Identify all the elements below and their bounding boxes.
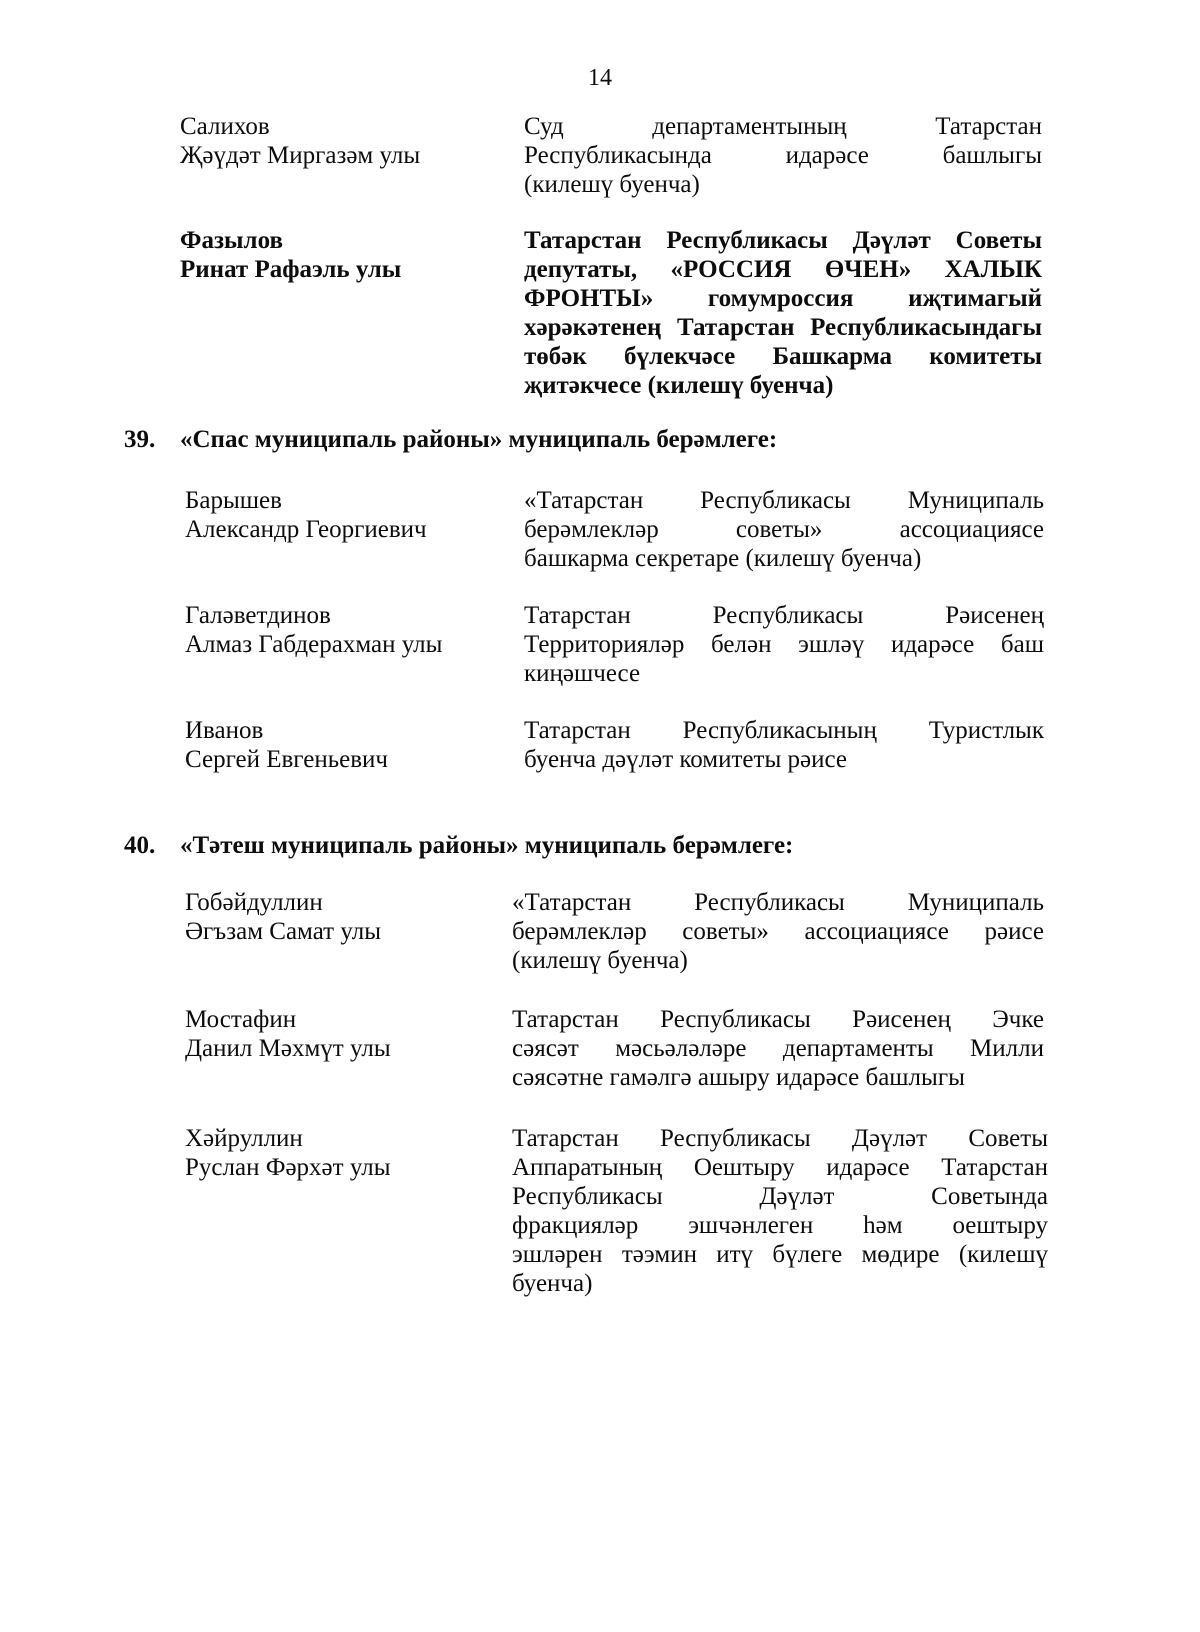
member-surname: Иванов — [185, 717, 264, 744]
position-line: киңәшчесе — [524, 660, 641, 687]
member-name — [185, 716, 505, 774]
member-position — [512, 1124, 1048, 1298]
member-name — [185, 1124, 505, 1182]
member-surname: Барышев — [185, 487, 282, 514]
member-surname: Галәветдинов — [185, 602, 331, 629]
position-line: Татарстан Республикасы Дәүләт Советы — [512, 1125, 1048, 1152]
position-line: буенча) — [512, 1270, 593, 1297]
section-number: 40. — [124, 832, 156, 859]
member-surname: Салихов — [180, 113, 270, 140]
member-given-name: Әгъзам Самат улы — [185, 918, 381, 945]
member-given-name: Руслан Фәрхәт улы — [185, 1154, 391, 1181]
member-position — [524, 226, 1042, 400]
position-line: сәясәтне гамәлгә ашыру идарәсе башлыгы — [512, 1064, 965, 1091]
position-line: Татарстан Республикасының Туристлык — [524, 717, 1044, 744]
position-line: төбәк бүлекчәсе Башкарма комитеты — [524, 343, 1042, 370]
member-given-name: Данил Мәхмүт улы — [185, 1035, 391, 1062]
member-position — [524, 112, 1042, 199]
member-name — [185, 486, 505, 544]
section-title: «Спас муниципаль районы» муниципаль берәмлеге: — [180, 426, 778, 453]
position-line: эшләрен тәэмин итү бүлеге мөдире (килешү — [512, 1241, 1048, 1268]
position-line: Территорияләр белән эшләү идарәсе баш — [524, 631, 1044, 658]
position-line: Татарстан Республикасы Рәисенең — [524, 602, 1044, 629]
position-line: Республикасы Дәүләт Советында — [512, 1183, 1048, 1210]
member-name — [185, 601, 505, 659]
member-surname: Гобәйдуллин — [185, 889, 323, 916]
member-position — [524, 486, 1044, 573]
position-line: буенча дәүләт комитеты рәисе — [524, 746, 847, 773]
member-given-name: Алмаз Габдерахман улы — [185, 631, 443, 658]
member-name — [185, 1005, 505, 1063]
position-line: башкарма секретаре (килешү буенча) — [524, 545, 922, 572]
position-line: Аппаратының Оештыру идарәсе Татарстан — [512, 1154, 1048, 1181]
position-line: депутаты, «РОССИЯ ӨЧЕН» ХАЛЫК — [524, 256, 1042, 283]
member-position — [524, 601, 1044, 688]
member-name — [180, 226, 500, 284]
member-position — [512, 1005, 1044, 1092]
position-line: «Татарстан Республикасы Муниципаль — [524, 487, 1044, 514]
position-line: берәмлекләр советы» ассоциациясе рәисе — [512, 918, 1044, 945]
position-line: «Татарстан Республикасы Муниципаль — [512, 889, 1044, 916]
member-given-name: Җәүдәт Миргазәм улы — [180, 142, 421, 169]
position-line: (килешү буенча) — [512, 947, 688, 974]
position-line: Татарстан Республикасы Рәисенең Эчке — [512, 1006, 1044, 1033]
member-surname: Хәйруллин — [185, 1125, 303, 1152]
position-line: (килешү буенча) — [524, 171, 700, 198]
position-line: Республикасында идарәсе башлыгы — [524, 142, 1042, 169]
position-line: берәмлекләр советы» ассоциациясе — [524, 516, 1044, 543]
member-surname: Мостафин — [185, 1006, 297, 1033]
member-given-name: Александр Георгиевич — [185, 516, 427, 543]
position-line: Татарстан Республикасы Дәүләт Советы — [524, 227, 1042, 254]
member-position — [512, 888, 1044, 975]
member-surname: Фазылов — [180, 227, 283, 254]
position-line: хәрәкәтенең Татарстан Республикасындагы — [524, 314, 1042, 341]
member-given-name: Ринат Рафаэль улы — [180, 256, 402, 283]
section-title: «Тәтеш муниципаль районы» муниципаль берәмлеге: — [180, 832, 794, 859]
section-number: 39. — [124, 426, 156, 453]
member-position — [524, 716, 1044, 774]
position-line: җитәкчесе (килешү буенча) — [524, 372, 834, 399]
member-name — [185, 888, 505, 946]
position-line: сәясәт мәсьәләләре департаменты Милли — [512, 1035, 1044, 1062]
member-given-name: Сергей Евгеньевич — [185, 746, 388, 773]
position-line: Суд департаментының Татарстан — [524, 113, 1042, 140]
page-number: 14 — [588, 65, 612, 91]
position-line: ФРОНТЫ» гомумроссия иҗтимагый — [524, 285, 1042, 312]
member-name — [180, 112, 500, 170]
position-line: фракцияләр эшчәнлеген һәм оештыру — [512, 1212, 1048, 1239]
